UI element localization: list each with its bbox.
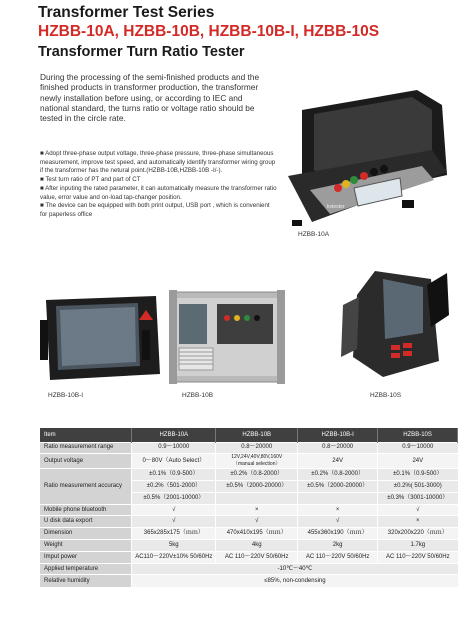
- table-row: [40, 528, 458, 540]
- table-cell: 470x410x195（ｍｍ）: [216, 528, 298, 540]
- specification-table: [40, 428, 458, 587]
- table-cell: √: [298, 516, 378, 528]
- table-cell: 2kg: [298, 540, 378, 552]
- table-cell: ±0.2%（0.8-2000）: [216, 469, 298, 481]
- table-cell: [298, 492, 378, 504]
- table-cell: ±0.1%（0.9-500）: [132, 469, 216, 481]
- table-header-row: [40, 428, 458, 442]
- intro-paragraph: During the processing of the semi-finished products and the finished products in transformer production, the transformer newly installation before using, or according to IEC and national standard, the turns ratio or voltage ratio should be tested in the circle rate.: [40, 72, 260, 124]
- table-cell: ±0.5%（2000-20000）: [216, 481, 298, 493]
- table-cell: AC110～220V±10% 50/60Hz: [132, 551, 216, 563]
- table-cell: 24V: [378, 454, 458, 469]
- table-cell: ×: [216, 504, 298, 516]
- table-cell: ±0.5%（2000-20000）: [298, 481, 378, 493]
- feature-item: ■ Adopt three-phase output voltage, three-phase pressure, three-phase simultaneous measurement, improve test speed, and automatically identify transformer wiring group if the transformer has the netural point.(HZBB-10B,HZBB-10B -I/-).: [40, 150, 276, 175]
- row-label: Weight: [40, 540, 132, 552]
- table-cell: -10℃～40℃: [132, 563, 458, 575]
- table-row: [40, 551, 458, 563]
- page-header: [38, 4, 379, 62]
- table-cell: 320x200x220（ｍｍ）: [378, 528, 458, 540]
- row-label: Ratio measurement range: [40, 442, 132, 454]
- table-cell: [216, 454, 298, 469]
- feature-list: [40, 150, 278, 220]
- row-label: Mobile phone bluetooth: [40, 504, 132, 516]
- product-title: Transformer Turn Ratio Tester: [38, 44, 245, 60]
- brand-logo-text: kvtester: [327, 204, 345, 210]
- caption-hzbb-10b: HZBB-10B: [182, 392, 214, 399]
- table-cell: 455x360x190（ｍｍ）: [298, 528, 378, 540]
- table-cell: 1.7kg: [378, 540, 458, 552]
- row-label: Imput power: [40, 551, 132, 563]
- table-cell: 24V: [298, 454, 378, 469]
- table-cell: 365x285x175（ｍｍ）: [132, 528, 216, 540]
- table-header-cell: HZBB-10B-I: [298, 428, 378, 442]
- table-cell: 0.9～10000: [132, 442, 216, 454]
- voltage-options: 12V,24V,40V,80V,160V: [231, 454, 283, 461]
- table-cell: 0.9～10000: [378, 442, 458, 454]
- table-cell: ±0.1%（0.9-500）: [378, 469, 458, 481]
- caption-hzbb-10b-i: HZBB-10B-I: [48, 392, 84, 399]
- table-cell: √: [132, 504, 216, 516]
- feature-item: ■ Test turn ratio of PT and part of CT: [40, 176, 141, 184]
- table-cell: ≤85%, non-condensing: [132, 575, 458, 587]
- table-cell: √: [378, 504, 458, 516]
- table-row: [40, 442, 458, 454]
- hzbb-10b-photo: [165, 288, 290, 388]
- table-cell: ±0.2%( 501-3000): [378, 481, 458, 493]
- row-label: U disk data export: [40, 516, 132, 528]
- table-header-cell: Item: [40, 428, 132, 442]
- table-cell: ±0.3%（3001-10000）: [378, 492, 458, 504]
- model-title: HZBB-10A, HZBB-10B, HZBB-10B-I, HZBB-10S: [38, 23, 380, 40]
- table-cell: √: [132, 516, 216, 528]
- table-cell: 4kg: [216, 540, 298, 552]
- table-cell: 0～80V（Auto Select）: [132, 454, 216, 469]
- row-label: Dimension: [40, 528, 132, 540]
- table-row: [40, 504, 458, 516]
- table-cell: 0.8～20000: [216, 442, 298, 454]
- row-label: Applied temperature: [40, 563, 132, 575]
- table-row: [40, 540, 458, 552]
- table-cell: ±0.2%（0.8-2000）: [298, 469, 378, 481]
- table-cell: [216, 492, 298, 504]
- table-header-cell: HZBB-10A: [132, 428, 216, 442]
- hzbb-10a-photo: [282, 80, 452, 240]
- table-row: [40, 454, 458, 469]
- row-label: Relative humidity: [40, 575, 132, 587]
- hzbb-10s-photo: [335, 265, 453, 393]
- table-cell: ±0.2%（501-2000）: [132, 481, 216, 493]
- table-row: [40, 469, 458, 481]
- table-header-cell: HZBB-10S: [378, 428, 458, 442]
- row-label: Output voltage: [40, 454, 132, 469]
- feature-item: ■ The device can be equipped with both print output, USB port , which is convenient for paperless office: [40, 202, 270, 218]
- table-cell: √: [216, 516, 298, 528]
- table-cell: ×: [378, 516, 458, 528]
- table-row: [40, 563, 458, 575]
- caption-hzbb-10a: HZBB-10A: [298, 231, 330, 238]
- feature-item: ■ After inputing the rated parameter, it can automatically measure the transformer ratio value, error value and on-load tap-changer position.: [40, 184, 277, 201]
- row-label: Ratio measurement accuracy: [40, 469, 132, 504]
- caption-hzbb-10s: HZBB-10S: [370, 392, 402, 399]
- table-cell: ×: [298, 504, 378, 516]
- series-title: Transformer Test Series: [38, 4, 215, 21]
- table-cell: AC 110～220V 50/60Hz: [378, 551, 458, 563]
- table-row: [40, 516, 458, 528]
- hzbb-10b-i-photo: [40, 290, 162, 388]
- table-cell: AC 110～220V 50/60Hz: [216, 551, 298, 563]
- table-cell: ±0.5%（2001-10000）: [132, 492, 216, 504]
- voltage-selection-note: （manual selection）: [232, 461, 281, 468]
- table-row: [40, 575, 458, 587]
- table-header-cell: HZBB-10B: [216, 428, 298, 442]
- table-cell: 0.8～20000: [298, 442, 378, 454]
- table-cell: 5kg: [132, 540, 216, 552]
- table-cell: AC 110～220V 50/60Hz: [298, 551, 378, 563]
